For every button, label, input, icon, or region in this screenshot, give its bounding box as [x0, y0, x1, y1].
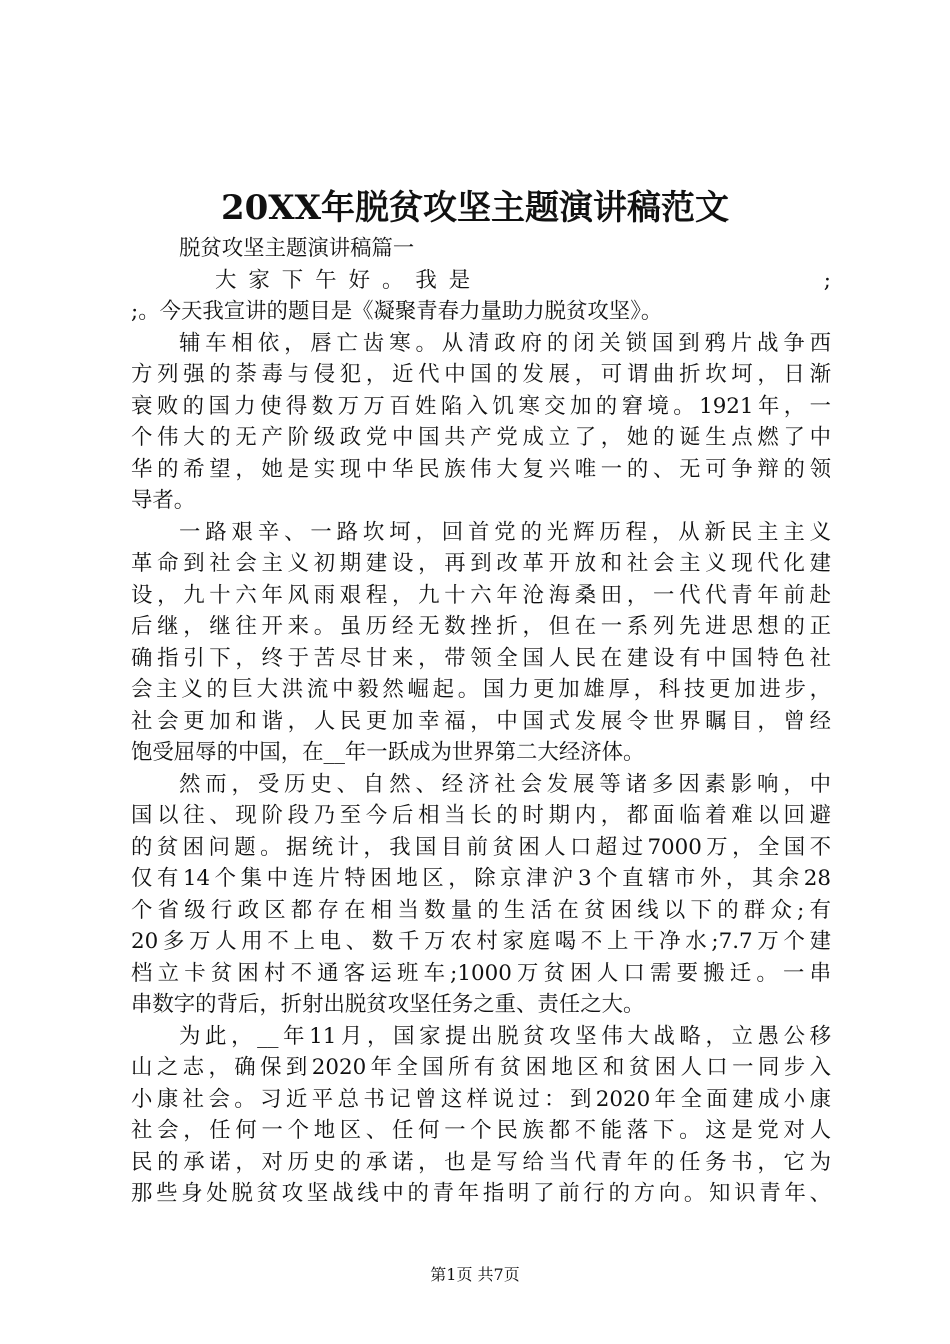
- page-title: 20XX年脱贫攻坚主题演讲稿范文: [220, 188, 730, 228]
- paragraph-line: 个伟大的无产阶级政党中国共产党成立了，她的诞生点燃了中: [131, 425, 831, 450]
- paragraph-line: 山之志，确保到2020年全国所有贫困地区和贫困人口一同步入: [131, 1055, 831, 1080]
- paragraph-line: 确指引下，终于苦尽甘来，带领全国人民在建设有中国特色社: [131, 645, 831, 671]
- paragraph-line: 方列强的荼毒与侵犯，近代中国的发展，可谓曲折坎坷，日渐: [131, 362, 831, 387]
- paragraph-line: 串数字的背后，折射出脱贫攻坚任务之重、责任之大。: [131, 992, 645, 1017]
- paragraph-line: 衰败的国力使得数万万百姓陷入饥寒交加的窘境。1921年，一: [131, 393, 831, 419]
- paragraph-line: 然而，受历史、自然、经济社会发展等诸多因素影响，中: [179, 771, 831, 797]
- paragraph-line: 20多万人用不上电、数千万农村家庭喝不上干净水;7.7万个建: [131, 929, 831, 954]
- page-number: 第1页 共7页: [430, 1265, 520, 1284]
- paragraph-line: ;。今天我宣讲的题目是《凝聚青春力量助力脱贫攻坚》。: [131, 299, 663, 324]
- paragraph-line: 辅车相依，唇亡齿寒。从清政府的闭关锁国到鸦片战争西: [179, 330, 831, 356]
- paragraph-line: 导者。: [131, 488, 196, 513]
- paragraph-line: 革命到社会主义初期建设，再到改革开放和社会主义现代化建: [131, 551, 831, 576]
- paragraph-line: 社会更加和谐，人民更加幸福，中国式发展令世界瞩目，曾经: [131, 708, 831, 734]
- paragraph-line: 会主义的巨大洪流中毅然崛起。国力更加雄厚，科技更加进步，: [131, 677, 831, 702]
- paragraph-line: 后继，继往开来。虽历经无数挫折，但在一系列先进思想的正: [131, 614, 831, 639]
- paragraph-line: 设，九十六年风雨艰程，九十六年沧海桑田，一代代青年前赴: [131, 582, 831, 608]
- paragraph-line: 的贫困问题。据统计，我国目前贫困人口超过7000万，全国不: [131, 834, 831, 860]
- greeting-text: 大家下午好。我是: [215, 267, 483, 293]
- paragraph-line: 社会，任何一个地区、任何一个民族都不能落下。这是党对人: [131, 1118, 831, 1143]
- paragraph-line: 民的承诺，对历史的承诺，也是写给当代青年的任务书，它为: [131, 1149, 831, 1175]
- paragraph-line: 一路艰辛、一路坎坷，回首党的光辉历程，从新民主主义: [179, 519, 831, 545]
- paragraph-line: 档立卡贫困村不通客运班车;1000万贫困人口需要搬迁。一串: [131, 960, 831, 986]
- paragraph-line: 饱受屈辱的中国，在__年一跃成为世界第二大经济体。: [131, 740, 645, 765]
- paragraph-line: 个省级行政区都存在相当数量的生活在贫困线以下的群众;有: [131, 897, 831, 923]
- greeting-line: [131, 265, 831, 297]
- paragraph-line: 华的希望，她是实现中华民族伟大复兴唯一的、无可争辩的领: [131, 456, 831, 482]
- paragraph-line: 国以往、现阶段乃至今后相当长的时期内，都面临着难以回避: [131, 803, 831, 828]
- paragraph-line: 那些身处脱贫攻坚战线中的青年指明了前行的方向。知识青年、: [131, 1181, 831, 1206]
- document-body: [131, 233, 831, 1210]
- subtitle: 脱贫攻坚主题演讲稿篇一: [179, 236, 415, 261]
- paragraph-line: 为此，__年11月，国家提出脱贫攻坚伟大战略，立愚公移: [179, 1023, 831, 1049]
- greeting-end: ;: [823, 267, 831, 293]
- paragraph-line: 仅有14个集中连片特困地区，除京津沪3个直辖市外，其余28: [131, 866, 831, 891]
- paragraph-line: 小康社会。习近平总书记曾这样说过：到2020年全面建成小康: [131, 1086, 831, 1112]
